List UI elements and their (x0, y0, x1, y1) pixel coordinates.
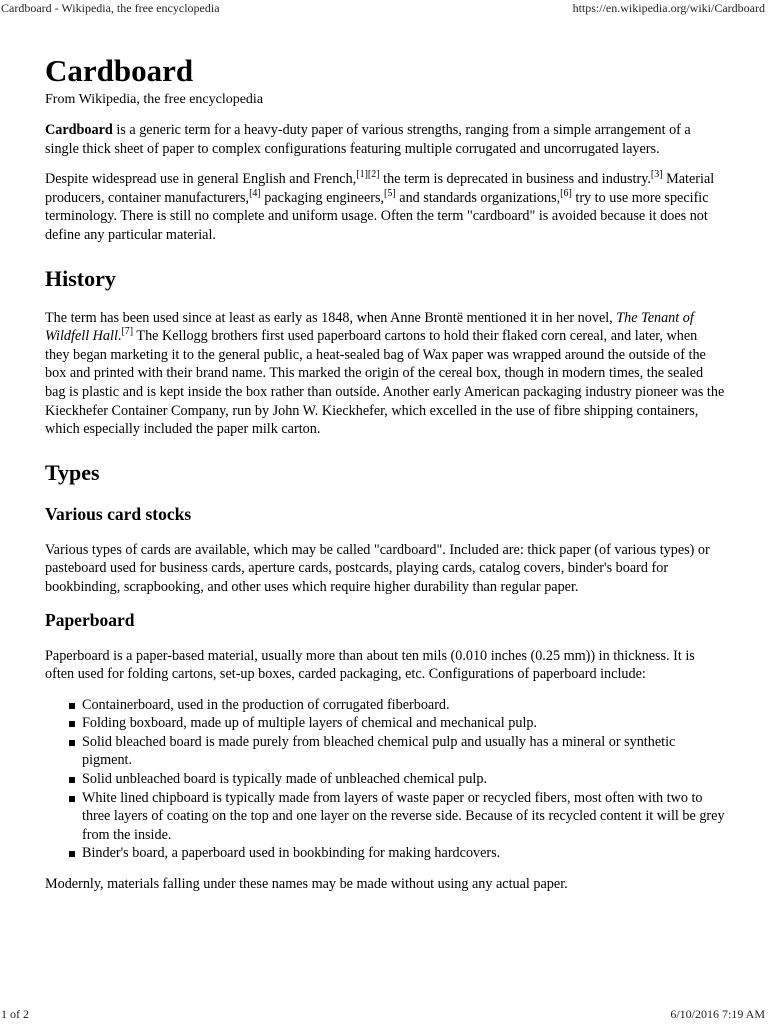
paperboard-closing-paragraph: Modernly, materials falling under these names may be made without using any actual paper. (45, 876, 568, 893)
card-stocks-paragraph: Various types of cards are available, which may be called "cardboard". Included are: thick paper (of various types) or pasteboard used for business cards, aperture cards, postcards, playing cards, catalog covers, binder's board for bookbinding, scrapbooking, and other uses which require higher durability than regular paper. (45, 541, 710, 595)
print-header (0, 0, 768, 18)
list-item (82, 733, 725, 770)
print-footer (0, 1006, 768, 1024)
article-title: Cardboard (45, 53, 194, 88)
square-bullet-icon (69, 740, 75, 746)
intro2-text-4: packaging engineers, (260, 189, 385, 206)
intro2-text-1: Despite widespread use in general English and French, (45, 171, 357, 188)
article-tagline: From Wikipedia, the free encyclopedia (45, 92, 264, 107)
intro2-text-3: Material producers, container manufacturers, (45, 171, 715, 206)
intro2-text-5: and standards organizations, (395, 189, 561, 206)
list-item (82, 696, 725, 715)
history-text-1: The term has been used since at least as early as 1848, when Anne Brontë mentioned it in her novel, (45, 309, 617, 326)
list-item-text: Containerboard, used in the production of corrugated fiberboard. (82, 696, 450, 713)
list-item-text: Solid unbleached board is typically made of unbleached chemical pulp. (82, 771, 488, 788)
square-bullet-icon (69, 703, 75, 709)
print-datetime: 6/10/2016 7:19 AM (670, 1007, 765, 1021)
history-text-3: The Kellogg brothers first used paperboard cartons to hold their flaked corn cereal, and later, when they began marketing it to the general public, a heat-sealed bag of Wax paper was wrapped around the outside of the box and printed with their brand name. This marked the origin of the cereal box, though in modern times, the sealed bag is plastic and is kept inside the box rather than outside. Another early American packaging industry pioneer was the Kieckhefer Container Company, run by John W. Kieckhefer, which excelled in the use of fibre shipping containers, which especially included the paper milk carton. (45, 328, 725, 438)
citation-link-6[interactable]: [6] (560, 187, 572, 199)
citation-link-7[interactable]: [7] (121, 326, 134, 338)
section-heading-history: History (45, 265, 116, 291)
citation-link-1-2[interactable]: [1][2] (356, 169, 380, 181)
paperboard-configurations-list (45, 696, 725, 863)
intro-text: is a generic term for a heavy-duty paper of various strengths, ranging from a simple arrangement of a single thick sheet of paper to complex configurations featuring multiple corrugated and uncorrugated layers. (45, 122, 691, 157)
square-bullet-icon (69, 851, 75, 857)
page-counter: 1 of 2 (1, 1007, 29, 1021)
citation-link-4[interactable]: [4] (249, 187, 261, 199)
intro2-text-6: try to use more specific terminology. There is still no complete and uniform usage. Often the term "cardboard" is avoided because it does not define any particular material. (45, 189, 709, 243)
print-header-title: Cardboard - Wikipedia, the free encyclopedia (1, 1, 220, 15)
novel-title: The Tenant of Wildfell Hall (45, 309, 694, 345)
subsection-heading-paperboard: Paperboard (45, 609, 135, 630)
square-bullet-icon (69, 777, 75, 783)
list-item (82, 714, 725, 733)
square-bullet-icon (69, 721, 75, 727)
history-text-2: . (117, 328, 122, 345)
list-item (82, 770, 725, 789)
list-item (82, 844, 725, 863)
citation-link-5[interactable]: [5] (384, 187, 396, 199)
intro-bold-term: Cardboard (45, 122, 113, 138)
list-item (82, 789, 725, 845)
history-paragraph (45, 309, 725, 439)
subsection-heading-card-stocks: Various card stocks (45, 503, 192, 524)
list-item-text: White lined chipboard is typically made from layers of waste paper or recycled fibers, most often with two to three layers of coating on the top and one layer on the reverse side. Because of its recycled content it will be grey from the inside. (82, 789, 725, 843)
list-item-text: Folding boxboard, made up of multiple layers of chemical and mechanical pulp. (82, 715, 538, 732)
list-item-text: Binder's board, a paperboard used in bookbinding for making hardcovers. (82, 845, 501, 862)
intro2-text-2: the term is deprecated in business and industry. (379, 171, 651, 188)
print-header-url: https://en.wikipedia.org/wiki/Cardboard (572, 1, 765, 15)
square-bullet-icon (69, 796, 75, 802)
list-item-text: Solid bleached board is made purely from bleached chemical pulp and usually has a mineral or synthetic pigment. (82, 733, 676, 769)
intro-paragraph-1 (45, 121, 725, 158)
section-heading-types: Types (45, 459, 100, 485)
paperboard-paragraph: Paperboard is a paper-based material, usually more than about ten mils (0.010 inches (0.25 mm)) in thickness. It is often used for folding cartons, set-up boxes, carded packaging, etc. Configurations of paperboard include: (45, 647, 695, 683)
intro-paragraph-2 (45, 170, 725, 244)
citation-link-3[interactable]: [3] (650, 169, 663, 181)
article-content (45, 52, 725, 906)
